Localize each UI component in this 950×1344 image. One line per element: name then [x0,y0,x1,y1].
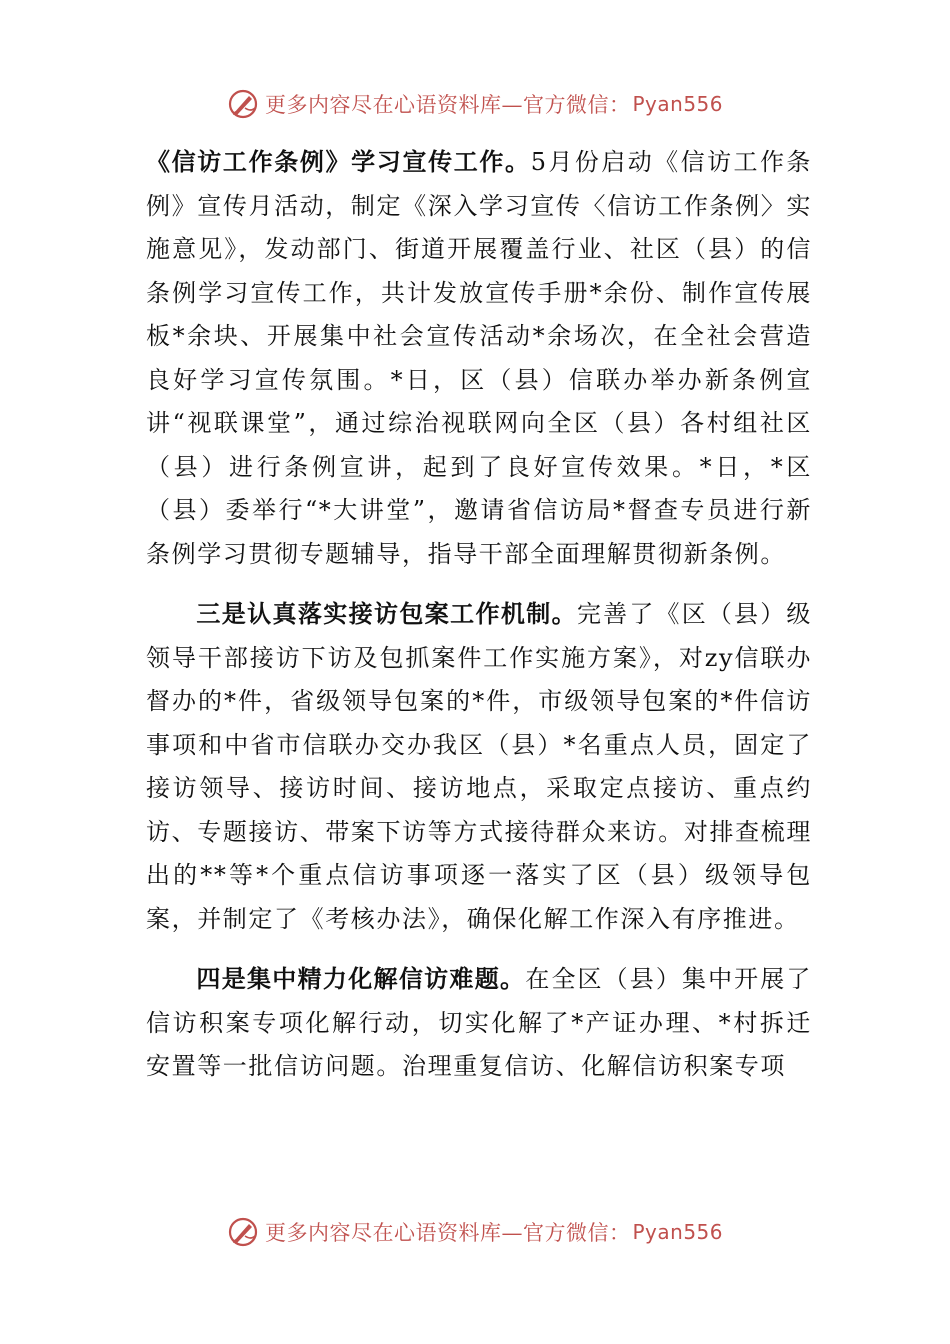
header-banner [0,84,950,124]
paragraph-text: 5月份启动《信访工作条例》宣传月活动，制定《深入学习宣传〈信访工作条例〉实施意见》，发动部门、街道开展覆盖行业、社区（县）的信条例学习宣传工作，共计发放宣传手册*余份、制作宣传展板*余块、开展集中社会宣传活动*余场次，在全社会营造良好学习宣传氛围。*日，区（县）信联办举办新条例宣讲“视联课堂”，通过综治视联网向全区（县）各村组社区（县）进行条例宣讲，起到了良好宣传效果。*日，*区（县）委举行“*大讲堂”，邀请省信访局*督查专员进行新条例学习贯彻专题辅导，指导干部全面理解贯彻新条例。 [146,148,813,568]
paragraph-heading: 四是集中精力化解信访难题。 [196,964,526,993]
paragraph-study-promotion [146,140,812,576]
banner-text: 更多内容尽在心语资料库—官方微信： [264,93,631,117]
footer-banner [0,1212,950,1252]
banner-text: 更多内容尽在心语资料库—官方微信： [264,1221,631,1245]
pen-logo-icon [227,88,259,120]
paragraph-reception-mechanism [146,592,812,941]
paragraph-text: 完善了《区（县）级领导干部接访下访及包抓案件工作实施方案》，对zy信联办督办的*件，省级领导包案的*件，市级领导包案的*件信访事项和中省市信联办交办我区（县）*名重点人员，固定了接访领导、接访时间、接访地点，采取定点接访、重点约访、专题接访、带案下访等方式接待群众来访。对排查梳理出的**等*个重点信访事项逐一落实了区（县）级领导包案，并制定了《考核办法》，确保化解工作深入有序推进。 [146,600,812,933]
banner-handle: Pyan556 [632,1220,723,1244]
document-body [146,140,812,1105]
paragraph-heading: 三是认真落实接访包案工作机制。 [196,599,577,628]
pen-logo-icon [227,1216,259,1248]
banner-handle: Pyan556 [632,92,723,116]
paragraph-heading: 《信访工作条例》学习宣传工作。 [146,147,531,176]
paragraph-text: 在全区（县）集中开展了信访积案专项化解行动，切实化解了*产证办理、*村拆迁安置等一批信访问题。治理重复信访、化解信访积案专项 [146,965,812,1080]
paragraph-resolve-problems [146,957,812,1089]
